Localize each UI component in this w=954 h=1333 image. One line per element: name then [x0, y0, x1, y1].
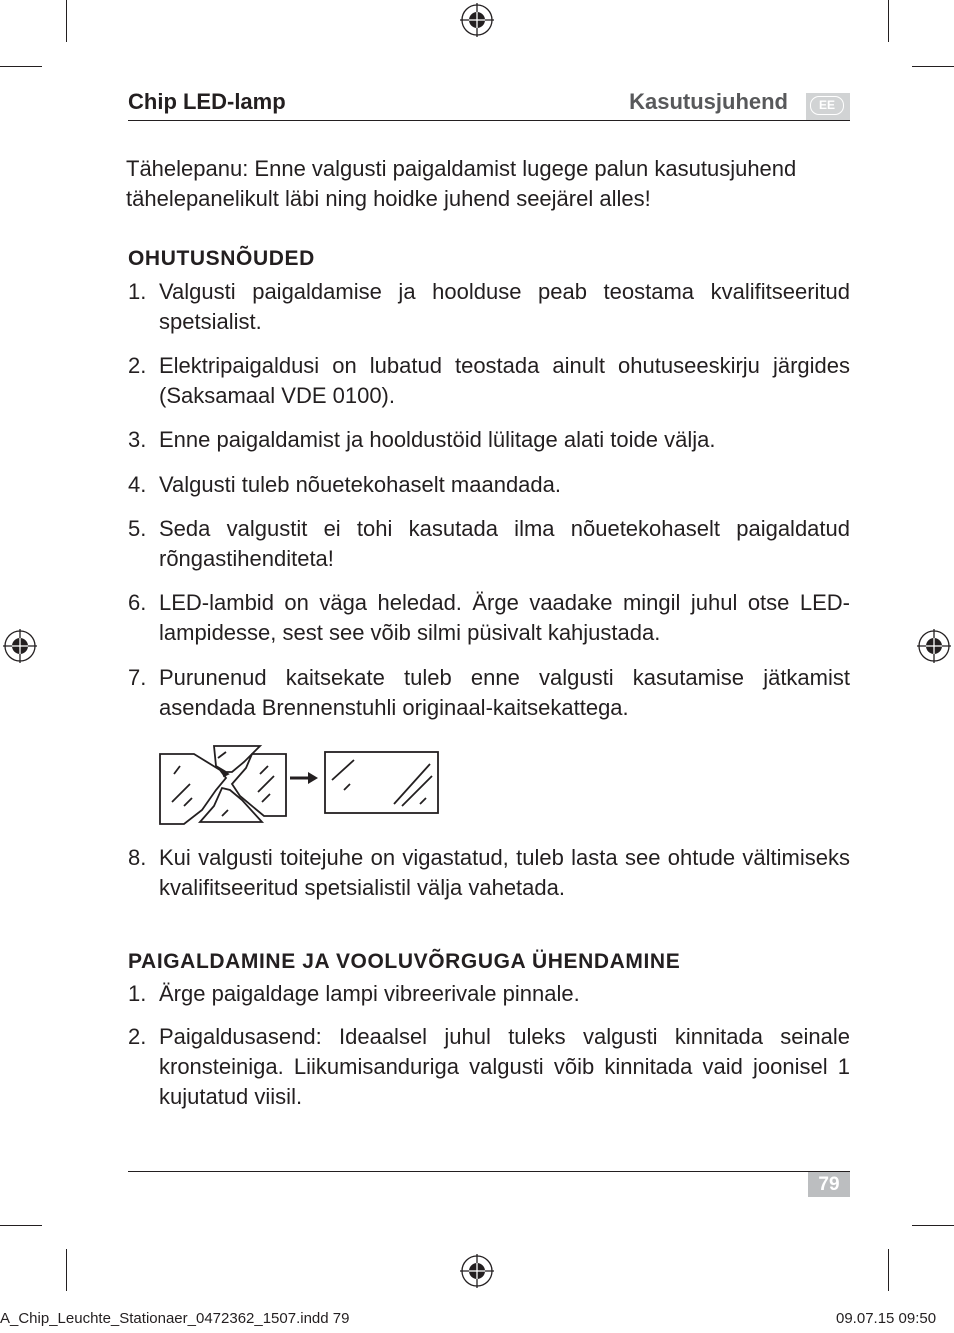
safety-item: [128, 351, 850, 411]
item-text: Elektripaigaldusi on lubatud teostada ainult ohutuseeskirju järgides (Saksamaal VDE 0100).: [159, 353, 850, 408]
item-text: Kui valgusti toitejuhe on vigastatud, tuleb lasta see ohtude vältimiseks kvalifitseeritud spetsialistil välja vahetada.: [159, 845, 850, 900]
registration-mark-icon: [460, 1254, 494, 1288]
item-number: 8.: [128, 845, 147, 870]
crop-mark: [0, 1225, 42, 1226]
arrow-right-icon: [290, 772, 318, 784]
registration-mark-icon: [460, 3, 494, 37]
crop-mark: [66, 1249, 67, 1291]
item-text: Valgusti paigaldamise ja hoolduse peab teostama kvalifitseeritud spetsialist.: [159, 279, 850, 334]
page-number: 79: [808, 1172, 850, 1197]
item-text: Enne paigaldamist ja hooldustöid lülitage alati toide välja.: [159, 427, 716, 452]
installation-item: [128, 1022, 850, 1112]
section-title: Kasutusjuhend: [629, 89, 788, 114]
language-badge: [806, 93, 850, 120]
safety-item: [128, 843, 850, 903]
item-number: 7.: [128, 665, 147, 690]
slug-date: 09.07.15 09:50: [836, 1310, 937, 1327]
crop-mark: [912, 1225, 954, 1226]
registration-mark-icon: [917, 629, 951, 663]
product-title: Chip LED-lamp: [128, 89, 286, 114]
item-text: Purunenud kaitsekate tuleb enne valgusti kasutamise jätkamist asendada Brennenstuhli originaal-kaitsekattega.: [159, 665, 850, 720]
item-number: 1.: [128, 981, 147, 1006]
item-text: Valgusti tuleb nõuetekohaselt maandada.: [159, 472, 561, 497]
safety-item: [128, 277, 850, 337]
footer-rule: [128, 1171, 850, 1172]
item-number: 2.: [128, 1024, 147, 1049]
item-number: 4.: [128, 472, 147, 497]
item-number: 2.: [128, 353, 147, 378]
item-number: 6.: [128, 590, 147, 615]
new-cover-icon: [325, 752, 438, 813]
safety-item: [128, 470, 850, 500]
safety-item: [128, 663, 850, 723]
item-number: 3.: [128, 427, 147, 452]
item-number: 5.: [128, 516, 147, 541]
safety-item: [128, 588, 850, 648]
item-text: LED-lambid on väga heledad. Ärge vaadake mingil juhul otse LED-lampidesse, sest see võib silmi püsivalt kahjustada.: [159, 590, 850, 645]
crop-mark: [912, 66, 954, 67]
item-text: Paigaldusasend: Ideaalsel juhul tuleks valgusti kinnitada seinale kronsteiniga. Liikumisanduriga valgusti võib kinnitada vaid joonisel 1 kujutatud viisil.: [159, 1024, 850, 1109]
cover-replacement-illustration: [158, 744, 440, 826]
crop-mark: [0, 66, 42, 67]
crop-mark: [66, 0, 67, 42]
broken-cover-icon: [160, 746, 286, 824]
crop-mark: [888, 0, 889, 42]
installation-heading: PAIGALDAMINE JA VOOLUVÕRGUGA ÜHENDAMINE: [128, 950, 681, 973]
item-text: Ärge paigaldage lampi vibreerivale pinnale.: [159, 981, 580, 1006]
language-badge-label: EE: [810, 96, 844, 115]
safety-item: [128, 425, 850, 455]
installation-item: [128, 979, 850, 1009]
slug-filename: A_Chip_Leuchte_Stationaer_0472362_1507.indd 79: [0, 1310, 350, 1327]
intro-notice: Tähelepanu: Enne valgusti paigaldamist lugege palun kasutusjuhend tähelepanelikult läbi ning hoidke juhend seejärel alles!: [126, 156, 797, 211]
header-rule: [128, 120, 850, 121]
registration-mark-icon: [3, 629, 37, 663]
safety-item: [128, 514, 850, 574]
item-text: Seda valgustit ei tohi kasutada ilma nõuetekohaselt paigaldatud rõngastihenditeta!: [159, 516, 850, 571]
safety-heading: OHUTUSNÕUDED: [128, 247, 315, 270]
item-number: 1.: [128, 279, 147, 304]
crop-mark: [888, 1249, 889, 1291]
